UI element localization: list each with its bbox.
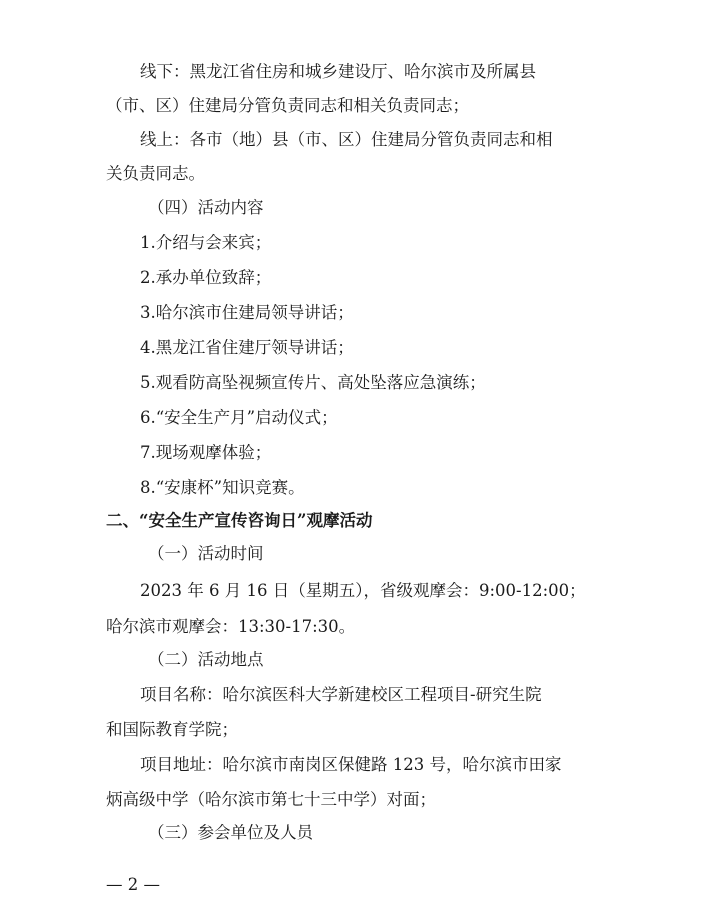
list-item: 5.观看防高坠视频宣传片、高处坠落应急演练； xyxy=(140,373,486,392)
list-item: 6.“安全生产月”启动仪式； xyxy=(140,408,338,427)
list-item: 7.现场观摩体验； xyxy=(140,443,272,462)
list-item: 8.“安康杯”知识竞赛。 xyxy=(140,478,305,497)
list-item: 1.介绍与会来宾； xyxy=(140,233,272,252)
text-line-activity-date: 2023 年 6 月 16 日（星期五），省级观摩会：9:00-12:00； xyxy=(140,581,586,600)
text-line-activity-date-cont: 哈尔滨市观摩会：13:30-17:30。 xyxy=(106,617,356,636)
subsection-heading-activity-time: （一）活动时间 xyxy=(148,544,264,563)
page-number: — 2 — xyxy=(106,875,160,894)
section-heading-activity-content: （四）活动内容 xyxy=(148,198,264,217)
list-item: 4.黑龙江省住建厅领导讲话； xyxy=(140,338,354,357)
text-line-project-name: 项目名称：哈尔滨医科大学新建校区工程项目-研究生院 xyxy=(140,685,542,704)
subsection-heading-participants: （三）参会单位及人员 xyxy=(148,823,313,842)
text-line-online-participants: 线上：各市（地）县（市、区）住建局分管负责同志和相 xyxy=(140,130,553,149)
text-line-offline-participants-cont: （市、区）住建局分管负责同志和相关负责同志； xyxy=(106,96,469,115)
list-item: 2.承办单位致辞； xyxy=(140,268,272,287)
list-item: 3.哈尔滨市住建局领导讲话； xyxy=(140,303,354,322)
text-line-project-address-cont: 炳高级中学（哈尔滨市第七十三中学）对面； xyxy=(106,790,436,809)
text-line-online-participants-cont: 关负责同志。 xyxy=(106,164,205,183)
text-line-project-address: 项目地址：哈尔滨市南岗区保健路 123 号，哈尔滨市田家 xyxy=(140,755,562,774)
text-line-offline-participants: 线下：黑龙江省住房和城乡建设厅、哈尔滨市及所属县 xyxy=(140,62,536,81)
text-line-project-name-cont: 和国际教育学院； xyxy=(106,720,238,739)
subsection-heading-activity-location: （二）活动地点 xyxy=(148,650,264,669)
section-heading-safety-day: 二、“安全生产宣传咨询日”观摩活动 xyxy=(106,511,373,530)
